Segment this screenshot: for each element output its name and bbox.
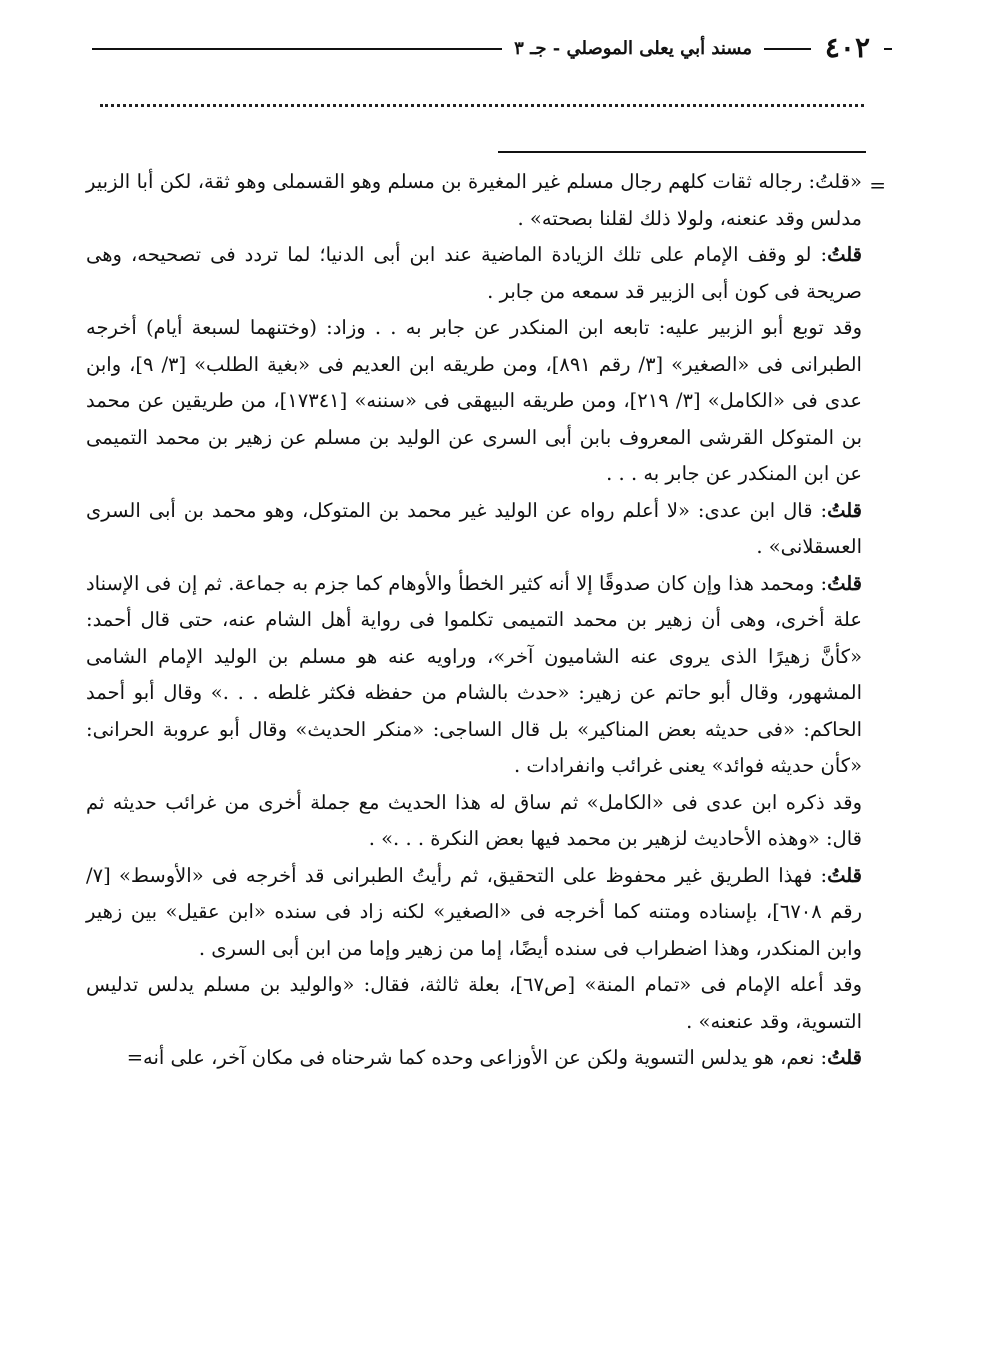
header-rule (92, 48, 892, 50)
paragraph-text: وقد أعله الإمام فى «تمام المنة» [ص٦٧]، بعلة ثالثة، فقال: «والوليد بن مسلم يدلس تدليس التسوية، وقد عنعنه» . (86, 973, 862, 1033)
paragraph-text: وقد توبع أبو الزبير عليه: تابعه ابن المنكدر عن جابر به . . وزاد: (وختنهما لسبعة أيام) أخرجه الطبرانى فى «الصغير» [٣/ رقم ٨٩١]، ومن طريقه ابن العديم فى «بغية الطلب» [٣/ ٩]، وابن عدى فى «الكامل» [٣/ ٢١٩]، ومن طريقه البيهقى فى «سننه» [١٧٣٤١]، من طريقين عن محمد بن المتوكل القرشى المعروف بابن أبى السرى عن الوليد بن مسلم عن زهير بن محمد التميمى عن ابن المنكدر عن جابر به . . . (86, 316, 862, 485)
continuation-mark: = (869, 173, 886, 197)
footnote-paragraph (86, 310, 862, 493)
omitted-text-dots (100, 104, 864, 107)
page-header (92, 28, 892, 68)
paragraph-lead: قلتُ (827, 1046, 862, 1069)
paragraph-text: «قلتُ: رجاله ثقات كلهم رجال مسلم غير المغيرة بن مسلم وهو القسملى وهو ثقة، لكن أبا الزبير مدلس وقد عنعنه، ولولا ذلك لقلنا بصحته» . (86, 170, 862, 230)
footnote-paragraph (86, 237, 862, 310)
footnote-paragraph (86, 858, 862, 968)
paragraph-text: : نعم، هو يدلس التسوية ولكن عن الأوزاعى وحده كما شرحناه فى مكان آخر، على أنه= (126, 1046, 828, 1069)
paragraph-text: : لو وقف الإمام على تلك الزيادة الماضية عند ابن أبى الدنيا؛ لما تردد فى تصحيحه، وهى صريحة فى كون أبى الزبير قد سمعه من جابر . (86, 243, 862, 303)
footnote-paragraph (86, 1040, 862, 1077)
footnote-paragraph (86, 566, 862, 785)
footnote-paragraph (86, 785, 862, 858)
paragraph-lead: قلتُ (827, 571, 862, 595)
paragraph-lead: قلتُ (827, 243, 862, 266)
paragraph-text: : ومحمد هذا وإن كان صدوقًا إلا أنه كثير الخطأ والأوهام كما جزم به جماعة. ثم إن فى الإسناد علة أخرى، وهى أن زهير بن محمد التميمى تكلموا فى رواية أهل الشام عنه، حتى قال أحمد: «كأنَّ زهيرًا الذى يروى عنه الشاميون آخر»، وراويه عنه هو مسلم بن الوليد الإمام الشامى المشهور، وقال أبو حاتم عن زهير: «حدث بالشام من حفظه فكثر غلطه . . .» وقال أبو أحمد الحاكم: «فى حديثه بعض المناكير» بل قال الساجى: «منكر الحديث» وقال أبو عروبة الحرانى: «كأن حديثه فوائد» يعنى غرائب وانفرادات . (86, 571, 862, 777)
footnote-paragraph (86, 967, 862, 1040)
footnote-paragraph (86, 164, 862, 237)
paragraph-lead: قلتُ (827, 498, 862, 522)
paragraph-text: وقد ذكره ابن عدى فى «الكامل» ثم ساق له هذا الحديث مع جملة أخرى من غرائب حديثه ثم قال: «وهذه الأحاديث لزهير بن محمد فيها بعض النكرة . . .» . (86, 790, 862, 850)
page-number: ٤٠٢ (811, 30, 884, 66)
paragraph-lead: قلتُ (827, 863, 862, 887)
running-title: مسند أبي يعلى الموصلي - جـ ٣ (502, 34, 764, 64)
footnote-body (86, 164, 862, 1077)
footnote-paragraph (86, 493, 862, 566)
paragraph-text: : فهذا الطريق غير محفوظ على التحقيق، ثم رأيتُ الطبرانى قد أخرجه فى «الأوسط» [٧/ رقم ٦٧٠٨]، بإسناده ومتنه كما أخرجه فى «الصغير» لكنه زاد فى سنده «ابن عقيل» بين زهير وابن المنكدر، وهذا اضطراب فى سنده أيضًا، إما من زهير وإما من ابن أبى السرى . (86, 863, 862, 960)
footnote-separator (498, 151, 866, 153)
paragraph-text: : قال ابن عدى: «لا أعلم رواه عن الوليد غير محمد بن المتوكل، وهو محمد بن أبى السرى العسقلانى» . (86, 498, 862, 558)
